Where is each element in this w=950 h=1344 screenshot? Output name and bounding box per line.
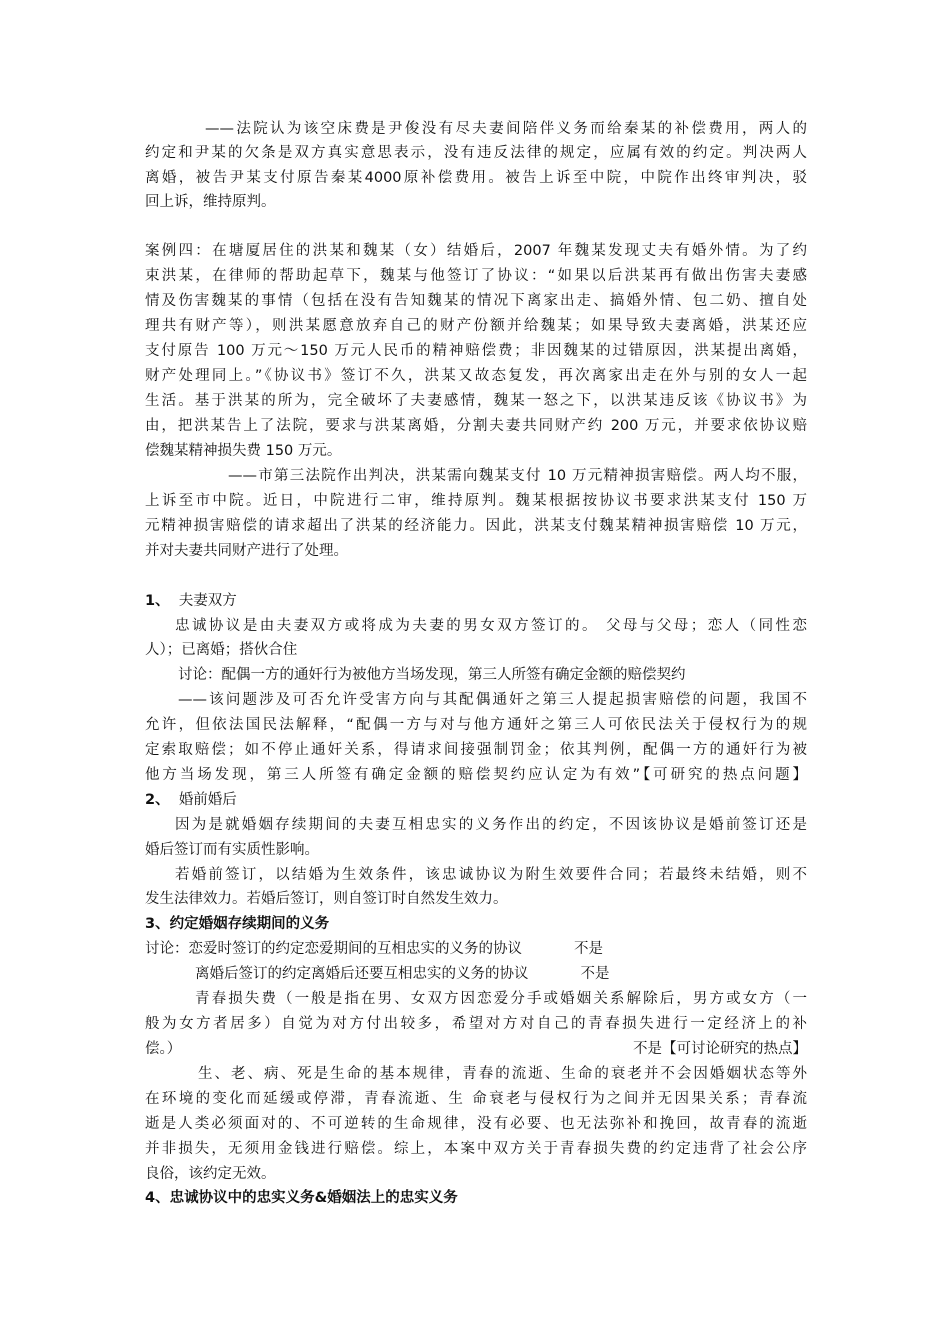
paragraph-line: 离婚，被告尹某支付原告秦某4000原补偿费用。被告上诉至中院，中院作出终审判决，驳 (145, 170, 807, 186)
case-four-line: 由，把洪某告上了法院，要求与洪某离婚，分割夫妻共同财产约 200 万元，并要求依协议赔 (145, 418, 807, 434)
case-four-line: 束洪某，在律师的帮助起草下，魏某与他签订了协议：“如果以后洪某再有做出伤害夫妻感 (145, 268, 807, 284)
section-number: 1、 (145, 593, 170, 609)
section-2-line: 发生法律效力。若婚后签订，则自签订时自然发生效力。 (145, 891, 508, 907)
section-title: 夫妻双方 (178, 593, 237, 609)
section-3-line: 在环境的变化而延缓或停滞，青春流逝、生 命衰老与侵权行为之间并无因果关系；青春流 (145, 1091, 807, 1107)
section-3-line: 逝是人类必须面对的、不可逆转的生命规律，没有必要、也无法弥补和挽回，故青春的流逝 (145, 1116, 807, 1132)
section-1-line: 讨论：配偶一方的通奸行为被他方当场发现，第三人所签有确定金额的赔偿契约 (178, 667, 686, 683)
section-1-line: 允许，但依法国民法解释，“配偶一方与对与他方通奸之第三人可依民法关于侵权行为的规 (145, 717, 807, 733)
case-four-line: 理共有财产等），则洪某愿意放弃自己的财产份额并给魏某；如果导致夫妻离婚，洪某还应 (145, 318, 807, 334)
case-four-line: 案例四：在塘厦居住的洪某和魏某（女）结婚后，2007 年魏某发现丈夫有婚外情。为了约 (145, 243, 807, 259)
section-2-line: 若婚前签订，以结婚为生效条件，该忠诚协议为附生效要件合同；若最终未结婚，则不 (175, 867, 807, 883)
section-1-line: 他方当场发现，第三人所签有确定金额的赔偿契约应认定为有效”【可研究的热点问题】 (145, 767, 807, 783)
hot-topic-note: 不是【可讨论研究的热点】 (633, 1041, 807, 1057)
section-3-line: 并非损失，无须用金钱进行赔偿。综上，本案中双方关于青春损失费的约定违背了社会公序 (145, 1141, 807, 1157)
section-4-heading: 4、忠诚协议中的忠实义务&婚姻法上的忠实义务 (145, 1190, 458, 1206)
section-1-line: 人）；已离婚；搭伙合住 (145, 642, 298, 658)
case-four-line: 情及伤害魏某的事情（包括在没有告知魏某的情况下离家出走、搞婚外情、包二奶、擅自处 (145, 293, 807, 309)
section-number: 2、 (145, 792, 170, 808)
case-four-line: 财产处理同上。”《协议书》签订不久，洪某又故态复发，再次离家出走在外与别的女人一起 (145, 368, 807, 384)
section-1-heading (145, 589, 807, 613)
section-3-discussion: 讨论：恋爱时签订的约定恋爱期间的互相忠实的义务的协议 不是 (145, 941, 603, 957)
section-1-line: 忠诚协议是由夫妻双方或将成为夫妻的男女双方签订的。 父母与父母；恋人（同性恋 (175, 618, 807, 634)
section-1-line: ——该问题涉及可否允许受害方向与其配偶通奸之第三人提起损害赔偿的问题，我国不 (178, 692, 807, 708)
paragraph-line: 回上诉，维持原判。 (145, 194, 276, 210)
paragraph-line: ——法院认为该空床费是尹俊没有尽夫妻间陪伴义务而给秦某的补偿费用，两人的 (205, 121, 807, 137)
section-3-line: 良俗，该约定无效。 (145, 1166, 276, 1182)
section-3-line: 生、老、病、死是生命的基本规律，青春的流逝、生命的衰老并不会因婚姻状态等外 (198, 1066, 807, 1082)
case-four-line: 支付原告 100 万元～150 万元人民币的精神赔偿费；非因魏某的过错原因，洪某提出离婚， (145, 343, 807, 359)
section-2-line: 婚后签订而有实质性影响。 (145, 842, 319, 858)
section-2-heading (145, 788, 807, 812)
judgment-line: ——市第三法院作出判决，洪某需向魏某支付 10 万元精神损害赔偿。两人均不服， (228, 468, 807, 484)
section-3-heading: 3、约定婚姻存续期间的义务 (145, 916, 330, 932)
judgment-line: 并对夫妻共同财产进行了处理。 (145, 543, 348, 559)
paragraph-line: 约定和尹某的欠条是双方真实意思表示，没有违反法律的规定，应属有效的约定。判决两人 (145, 145, 807, 161)
section-1-line: 定索取赔偿；如不停止通奸关系，得请求间接强制罚金；依其判例，配偶一方的通奸行为被 (145, 742, 807, 758)
case-four-line: 生活。基于洪某的所为，完全破坏了夫妻感情，魏某一怒之下，以洪某违反该《协议书》为 (145, 393, 807, 409)
section-2-line: 因为是就婚姻存续期间的夫妻互相忠实的义务作出的约定，不因该协议是婚前签订还是 (175, 817, 807, 833)
section-3-line: 般为女方者居多）自觉为对方付出较多，希望对方对自己的青春损失进行一定经济上的补 (145, 1016, 807, 1032)
section-3-discussion: 离婚后签订的约定离婚后还要互相忠实的义务的协议 不是 (195, 966, 610, 982)
section-3-line: 偿。） (145, 1041, 182, 1057)
case-four-line: 偿魏某精神损失费 150 万元。 (145, 443, 342, 459)
section-title: 婚前婚后 (178, 792, 237, 808)
judgment-line: 上诉至市中院。近日，中院进行二审，维持原判。魏某根据按协议书要求洪某支付 150 万 (145, 493, 807, 509)
judgment-line: 元精神损害赔偿的请求超出了洪某的经济能力。因此，洪某支付魏某精神损害赔偿 10 万元， (145, 518, 807, 534)
section-3-line: 青春损失费（一般是指在男、女双方因恋爱分手或婚姻关系解除后，男方或女方（一 (195, 991, 807, 1007)
